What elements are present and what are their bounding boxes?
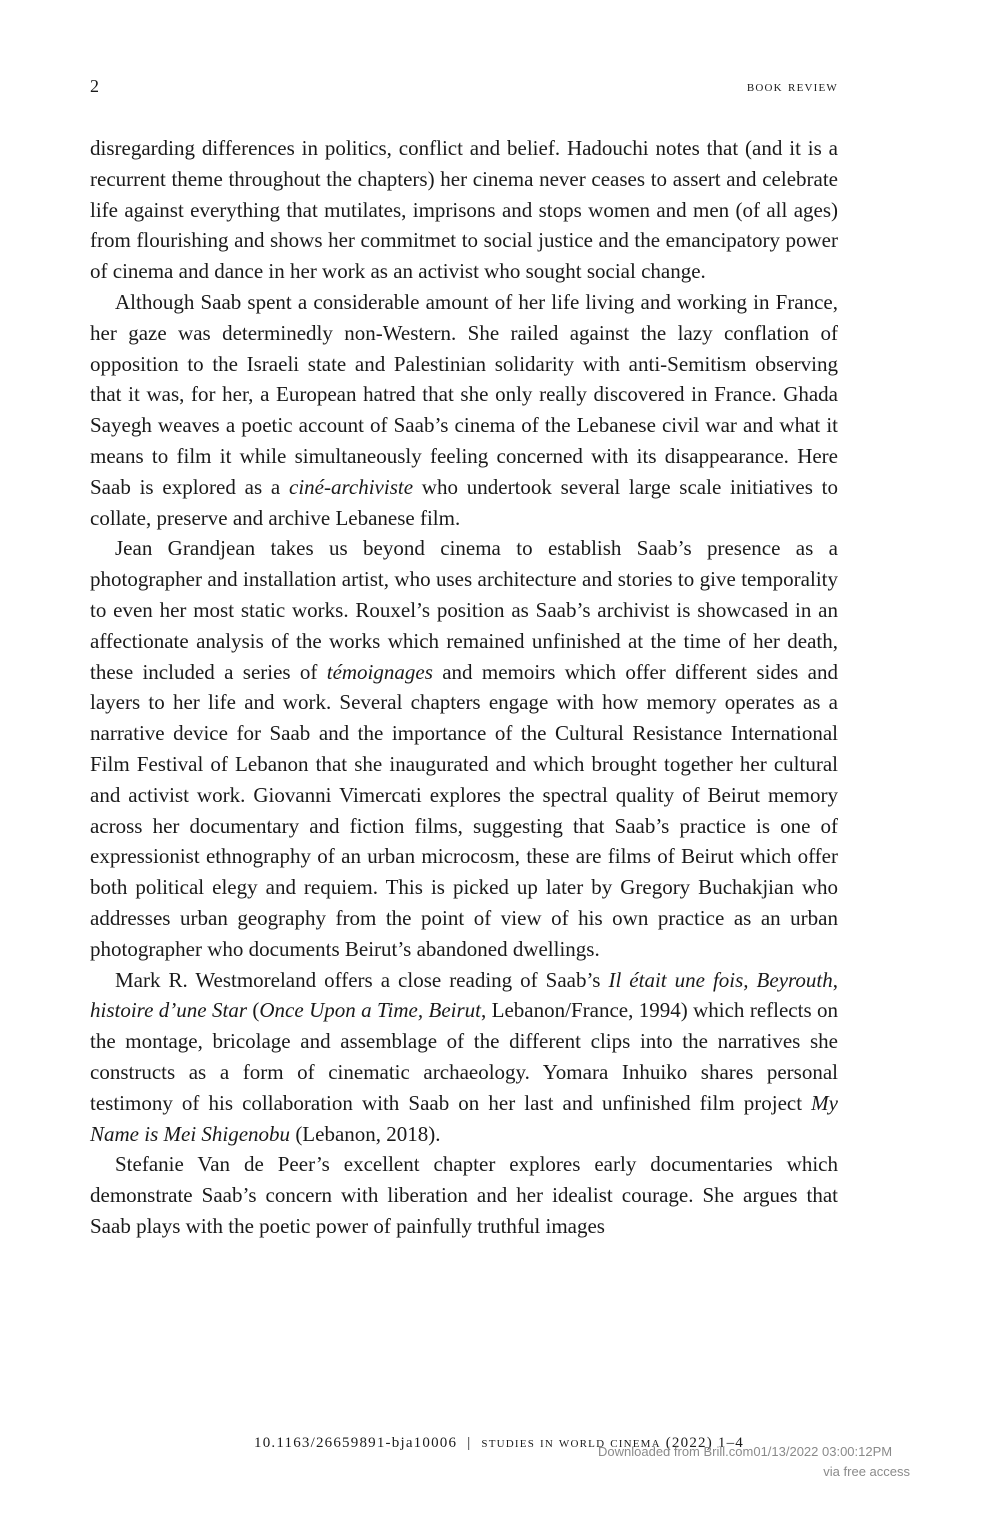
text-run: Mark R. Westmoreland offers a close reading of Saab’s [115, 967, 609, 992]
text-run: , [832, 967, 838, 992]
access-watermark: via free access [823, 1464, 910, 1479]
italic-title: ciné-archiviste [289, 474, 414, 499]
text-run: disregarding differences in politics, conflict and belief. Hadouchi notes that (and it is a recurrent theme throughout the chapters) her cinema never ceases to assert and celebrate life against everything that mutilates, imprisons and stops women and men (of all ages) from flourishing and shows her commitmet to social justice and the emancipatory power of cinema and dance in her work as an activist who sought social change. [90, 136, 838, 284]
download-watermark: Downloaded from Brill.com01/13/2022 03:00:12PM [598, 1444, 893, 1459]
text-run: Stefanie Van de Peer’s excellent chapter explores early documentaries which demonstrate Saab’s concern with liberation and her idealist courage. She argues that Saab plays with the poetic power of painfully truthful images [90, 1152, 838, 1238]
footer-doi: 10.1163/26659891-bja10006 [254, 1435, 458, 1451]
text-run: who undertook several large scale initiatives to collate, preserve and archive Lebanese film. [90, 474, 838, 530]
italic-title: My Name is Mei Shigenobu [90, 1090, 838, 1146]
running-head: book review [746, 78, 838, 95]
text-run: Jean Grandjean takes us beyond cinema to establish Saab’s presence as a photographer and installation artist, who uses architecture and stories to give temporality to even her most static works. Rouxel’s position as Saab’s archivist is showcased in an affectionate analysis of the works which remained unfinished at the time of her death, these included a series of [90, 536, 838, 684]
text-run: , Lebanon/France, 1994) which reflects on the montage, bricolage and assemblage of the different clips into the narratives she constructs as a form of cinematic archaeology. Yomara Inhuiko shares personal testimony of his collaboration with Saab on her last and unfinished film project [90, 998, 839, 1115]
paragraph [90, 965, 838, 1150]
footer-journal: studies in world cinema (2022) 1–4 [481, 1435, 744, 1451]
footer-separator: | [467, 1435, 472, 1451]
page-number: 2 [90, 76, 99, 96]
text-run: ( [247, 998, 260, 1023]
text-run: (Lebanon, 2018). [290, 1121, 441, 1146]
text-run: and memoirs which offer different sides and layers to her life and work. Several chapters engage with how memory operates as a narrative device for Saab and the importance of the Cultural Resistance International Film Festival of Lebanon that she inaugurated and which brought together her cultural and activist work. Giovanni Vimercati explores the spectral quality of Beirut memory across her documentary and fiction films, suggesting that Saab’s practice is one of expressionist ethnography of an urban microcosm, these are films of Beirut which offer both political elegy and requiem. This is picked up later by Gregory Buchakjian who addresses urban geography from the point of view of his own practice as an urban photographer who documents Beirut’s abandoned dwellings. [90, 659, 838, 961]
italic-title: Il était une fois, Beyrouth [608, 967, 833, 992]
italic-title: Once Upon a Time, Beirut [259, 998, 482, 1023]
paragraph [90, 287, 838, 533]
text-run: Although Saab spent a considerable amount of her life living and working in France, her gaze was determinedly non-Western. She railed against the lazy conflation of opposition to the Israeli state and Palestinian solidarity with anti-Semitism observing that it was, for her, a European hatred that she only really discovered in France. Ghada Sayegh weaves a poetic account of Saab’s cinema of the Lebanese civil war and what it means to film it while simultaneously feeling concerned with its disappearance. Here Saab is explored as a [90, 289, 838, 499]
paragraph [90, 133, 838, 287]
paragraph [90, 1149, 838, 1241]
italic-title: témoignages [326, 659, 433, 684]
paragraph [90, 533, 838, 964]
body-text [90, 133, 838, 1242]
italic-title: histoire d’une Star [90, 998, 247, 1023]
